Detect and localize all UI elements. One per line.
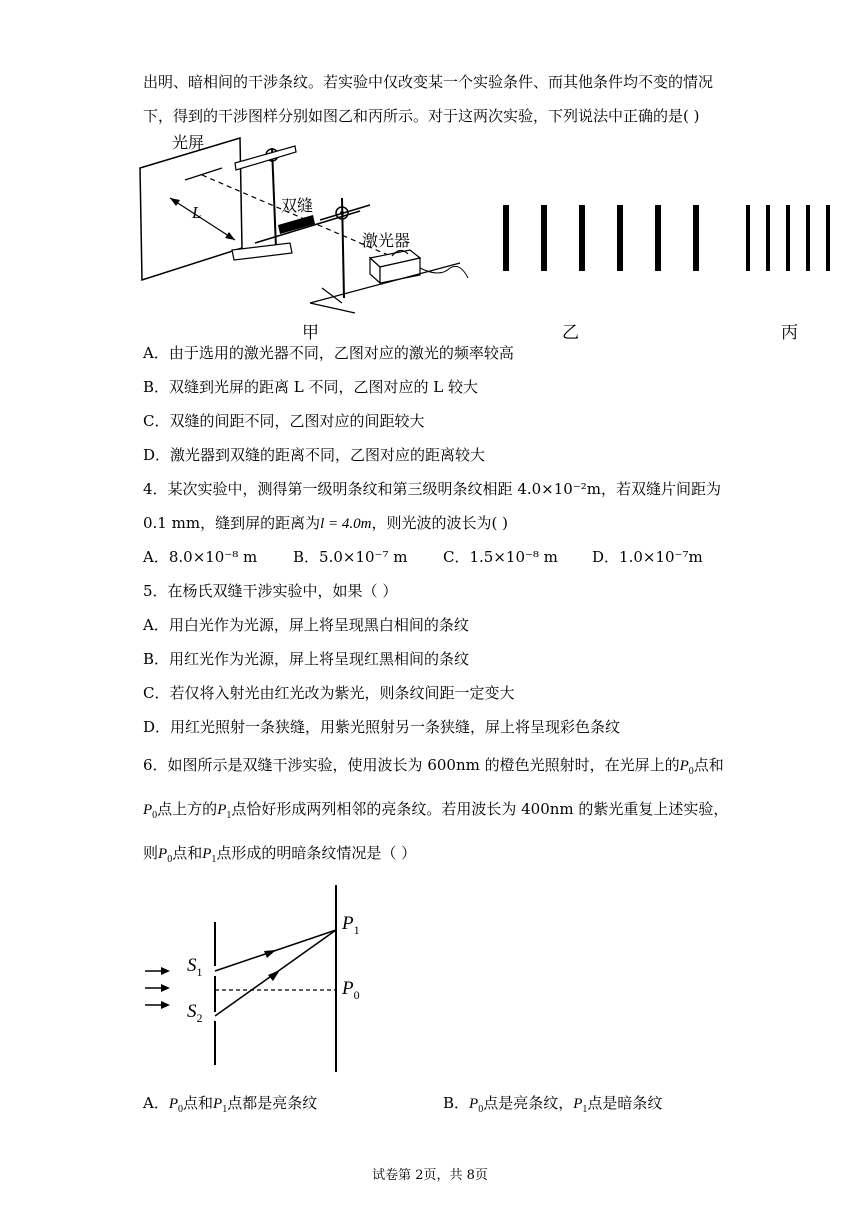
- q6-p-letter: P: [679, 758, 689, 774]
- q6-b-text-b: 点是亮条纹，: [483, 1094, 574, 1112]
- q6-p0-symbol: [679, 758, 694, 777]
- q4-line2-text-b: ，则光波的波长为( ): [371, 514, 508, 532]
- q3-option-a: A．由于选用的激光器不同，乙图对应的激光的频率较高: [143, 344, 514, 362]
- p1-subscript: 1: [353, 922, 360, 937]
- q6-l3-text-b: 点和: [172, 844, 203, 862]
- q6-p-letter: P: [469, 1096, 479, 1112]
- q6-stem-line2: [143, 799, 728, 826]
- q4-option-d: D．1.0×10⁻⁷m: [592, 548, 703, 566]
- q6-sub-0: 0: [688, 766, 694, 777]
- label-screen: 光屏: [172, 133, 205, 152]
- caption-bing: 丙: [781, 323, 798, 343]
- q6-p0-symbol-2: [143, 802, 158, 821]
- label-L: L: [192, 203, 202, 222]
- q6-a-text-a: A．: [143, 1094, 169, 1112]
- q6-p-letter: P: [143, 802, 153, 818]
- q6-b-p1: [573, 1096, 588, 1115]
- q3-option-b: B．双缝到光屏的距离 L 不同，乙图对应的 L 较大: [143, 378, 479, 396]
- q6-sub-1: 1: [211, 854, 217, 865]
- q6-a-p0: [168, 1096, 184, 1115]
- q6-sub-0: 0: [152, 810, 158, 821]
- q6-p0-symbol-3: [158, 846, 173, 865]
- label-p1: [342, 913, 360, 938]
- q4-option-c: C．1.5×10⁻⁸ m: [443, 548, 558, 566]
- q6-sub-1: 1: [222, 1104, 228, 1115]
- q6-sub-0: 0: [478, 1104, 484, 1115]
- q4-stem-line1: 4．某次实验中，测得第一级明条纹和第三级明条纹相距 4.0×10⁻²m，若双缝片间距为: [143, 480, 721, 498]
- label-p0: [342, 978, 360, 1003]
- q6-b-p0: [469, 1096, 484, 1115]
- s1-letter: S: [187, 955, 197, 976]
- q6-sub-1: 1: [226, 810, 232, 821]
- q6-l3-text-c: 点形成的明暗条纹情况是（ ）: [216, 844, 417, 862]
- p0-subscript: 0: [353, 987, 360, 1002]
- q5-option-d: D．用红光照射一条狭缝，用紫光照射另一条狭缝，屏上将呈现彩色条纹: [143, 718, 621, 736]
- q6-p-letter: P: [213, 1096, 223, 1112]
- q5-option-b: B．用红光作为光源，屏上将呈现红黑相间的条纹: [143, 650, 470, 668]
- q6-b-text-c: 点是暗条纹: [587, 1094, 663, 1112]
- q3-option-d: D．激光器到双缝的距离不同，乙图对应的距离较大: [143, 446, 486, 464]
- q6-l2-text-c: 点恰好形成两列相邻的亮条纹。若用波长为 400nm 的紫光重复上述实验，: [231, 800, 729, 818]
- label-double-slit: 双缝: [281, 196, 314, 215]
- q6-stem-line1: [143, 755, 724, 782]
- q6-option-b: [443, 1093, 662, 1120]
- fringe-pattern-bing: [742, 205, 842, 273]
- q5-option-a: A．用白光作为光源，屏上将呈现黑白相间的条纹: [143, 616, 469, 634]
- q6-l1-text-b: 点和: [693, 756, 724, 774]
- s2-subscript: 2: [196, 1010, 203, 1025]
- q3-option-c: C．双缝的间距不同，乙图对应的间距较大: [143, 412, 425, 430]
- q4-stem-line2: [143, 513, 508, 534]
- page-footer: 试卷第 2页，共 8页: [372, 1168, 488, 1183]
- q4-line2-text-a: 0.1 mm，缝到屏的距离为: [143, 514, 321, 532]
- q6-l2-text-b: 点上方的: [157, 800, 218, 818]
- caption-jia: 甲: [302, 323, 319, 343]
- label-laser: 激光器: [362, 231, 411, 250]
- q6-l3-text-a: 则: [143, 844, 159, 862]
- q6-stem-line3: [143, 843, 416, 870]
- q6-sub-0: 0: [178, 1104, 184, 1115]
- q4-formula: l = 4.0m: [320, 516, 372, 532]
- q6-p-letter: P: [217, 802, 227, 818]
- q6-p-letter: P: [168, 1096, 179, 1112]
- s2-letter: S: [187, 1001, 197, 1022]
- p0-letter: P: [342, 978, 354, 999]
- q6-p1-symbol-3: [202, 846, 217, 865]
- q6-p-letter: P: [158, 846, 168, 862]
- q6-a-p1: [213, 1096, 228, 1115]
- q6-p-letter: P: [573, 1096, 583, 1112]
- label-s1: [187, 955, 203, 980]
- q6-p-letter: P: [202, 846, 212, 862]
- q5-option-c: C．若仅将入射光由红光改为紫光，则条纹间距一定变大: [143, 684, 515, 702]
- fringe-pattern-yi: [495, 205, 735, 273]
- apparatus-figure: [130, 128, 470, 318]
- q3-stem-line1: 出明、暗相间的干涉条纹。若实验中仅改变某一个实验条件、而其他条件均不变的情况: [143, 73, 714, 91]
- s1-subscript: 1: [196, 964, 203, 979]
- q6-option-a: [143, 1093, 317, 1120]
- q6-sub-1: 1: [582, 1104, 588, 1115]
- q3-stem-line2: 下，得到的干涉图样分别如图乙和丙所示。对于这两次实验，下列说法中正确的是( ): [143, 107, 700, 125]
- q6-a-text-c: 点都是亮条纹: [227, 1094, 318, 1112]
- q6-b-text-a: B．: [443, 1094, 470, 1112]
- q4-option-b: B．5.0×10⁻⁷ m: [293, 548, 408, 566]
- q4-option-a: A．8.0×10⁻⁸ m: [143, 548, 258, 566]
- q6-a-text-b: 点和: [183, 1094, 214, 1112]
- q6-sub-0: 0: [167, 854, 173, 865]
- q6-l1-text-a: 6．如图所示是双缝干涉实验，使用波长为 600nm 的橙色光照射时，在光屏上的: [143, 756, 680, 774]
- p1-letter: P: [342, 913, 354, 934]
- caption-yi: 乙: [562, 323, 579, 343]
- q5-stem: 5．在杨氏双缝干涉实验中，如果（ ）: [143, 582, 398, 600]
- label-s2: [187, 1001, 203, 1026]
- q6-p1-symbol: [217, 802, 232, 821]
